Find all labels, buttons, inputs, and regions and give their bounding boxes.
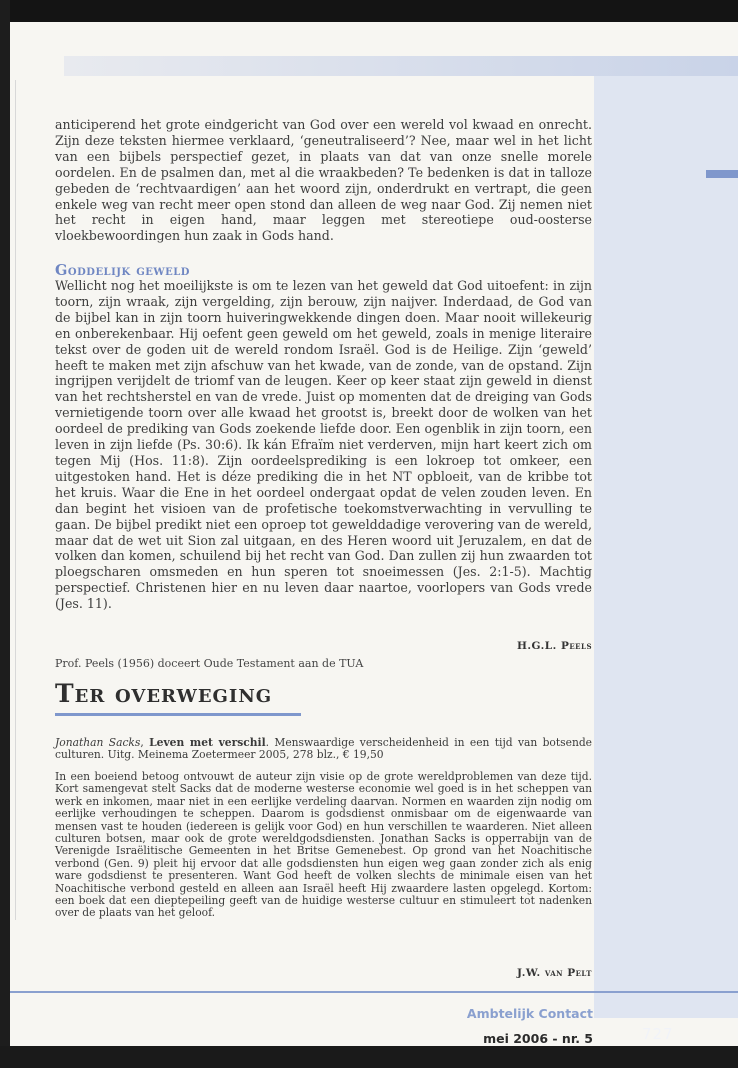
- book-ref-separator: ,: [140, 736, 150, 749]
- margin-marker: [706, 170, 738, 178]
- author-bio: Prof. Peels (1956) doceert Oude Testament aan de TUA: [55, 657, 364, 670]
- page-number: 727: [642, 1025, 674, 1043]
- book-title: Leven met verschil: [149, 736, 266, 749]
- scan-bottom-edge: [0, 1046, 738, 1068]
- journal-name: Ambtelijk Contact: [466, 1006, 593, 1021]
- book-author: Jonathan Sacks: [55, 736, 141, 749]
- binding-line: [15, 80, 16, 920]
- review-body: In een boeiend betoog ontvouwt de auteur zijn visie op de grote wereldproblemen van deze tijd. Kort samengevat stelt Sacks dat de moderne westerse economie wel goed is in het scheppen van werk en inkomen, maar niet in een eerlijke verdeling daarvan. Normen en waarden zijn nodig om eerlijke verhoudingen te scheppen. Daarom is godsdienst onmisbaar om de eigenwaarde van mensen vast te houden (iedereen is gelijk voor God) en hun verschillen te waarderen. Niet alleen culturen botsen, maar ook de grote wereldgodsdiensten. Jonathan Sacks is opperrabijn van de Verenigde Israëlitische Gemeenten in het Britse Gemenebest. Op grond van het Noachitische verbond (Gen. 9) pleit hij ervoor dat alle godsdiensten hun eigen weg gaan zonder zich als enig ware godsdienst te presenteren. Want God heeft de volken slechts de minimale eisen van het Noachitische verbond gesteld en alleen aan Israël heeft Hij zwaardere lasten opgelegd. Kortom: een boek dat een dieptepeiling geeft van de huidige westerse cultuur en stimuleert tot nadenken over de plaats van het geloof.: [55, 770, 592, 920]
- article-paragraph: anticiperend het grote eindgericht van God over een wereld vol kwaad en onrecht. Zijn deze teksten hiermee verklaard, ‘geneutraliseerd’? Nee, maar wel in het licht van een bijbels perspectief gezet, in plaats van dat van onze snelle morele oordelen. En de psalmen dan, met al die wraakbeden? Te bedenken is dat in talloze gebeden de ‘rechtvaardigen’ aan het woord zijn, onderdrukt en vertrapt, die geen enkele weg van recht meer open stond dan alleen de weg naar God. Zij nemen niet het recht in eigen hand, maar leggen met stereotiepe oud-oosterse vloekbewoordingen hun zaak in Gods hand.: [55, 117, 592, 244]
- book-reference: [55, 737, 592, 762]
- book-details: . Menswaardige verscheidenheid in een tijd van botsende culturen. Uitg. Meinema Zoetermeer 2005, 278 blz., € 19,50: [55, 736, 593, 762]
- section-heading: Goddelijk geweld: [55, 262, 190, 279]
- side-band: [594, 60, 738, 1018]
- scan-top-edge: [0, 0, 738, 22]
- review-author: J.W. van Pelt: [517, 967, 592, 979]
- section-title-underline: [55, 713, 301, 716]
- top-rule: [64, 56, 738, 76]
- section-title: Ter overweging: [55, 679, 273, 708]
- article-author: H.G.L. Peels: [516, 640, 592, 652]
- scan-left-edge: [0, 0, 10, 1068]
- article-paragraph: Wellicht nog het moeilijkste is om te lezen van het geweld dat God uitoefent: in zijn toorn, zijn wraak, zijn vergelding, zijn berouw, zijn naijver. Inderdaad, de God van de bijbel kan in zijn toorn huiveringwekkende dingen doen. Maar nooit willekeurig en onberekenbaar. Hij oefent geen geweld om het geweld, zoals in menige literaire tekst over de goden uit de wereld rondom Israël. God is de Heilige. Zijn ‘geweld’ heeft te maken met zijn afschuw van het kwade, van de zonde, van de opstand. Zijn ingrijpen verijdelt de triomf van de leugen. Keer op keer staat zijn geweld in dienst van het rechtsherstel en van de vrede. Juist op momenten dat de dreiging van Gods vernietigende toorn over alle kwaad het grootst is, breekt door de wolken van het oordeel de prediking van Gods zoekende liefde door. Een ogenblik in zijn toorn, een leven in zijn liefde (Ps. 30:6). Ik kán Efraïm niet verderven, mijn hart keert zich om tegen Mij (Hos. 11:8). Zijn oordeelsprediking is een lokroep tot omkeer, een uitgestoken hand. Het is déze prediking die in het NT opbloeit, van de kribbe tot het kruis. Waar die Ene in het oordeel ondergaat opdat de velen zouden leven. En dan begint het visioen van de profetische toekomstverwachting in vervulling te gaan. De bijbel predikt niet een oproep tot gewelddadige verovering van de wereld, maar dat de wet uit Sion zal uitgaan, en des Heren woord uit Jeruzalem, en dat de volken dan komen, schuilend bij het recht van God. Dan zullen zij hun zwaarden tot ploegscharen omsmeden en hun speren tot snoeimessen (Jes. 2:1-5). Machtig perspectief. Christenen hier en nu leven daar naartoe, voorlopers van Gods vrede (Jes. 11).: [55, 278, 592, 612]
- issue-label: mei 2006 - nr. 5: [483, 1031, 593, 1046]
- footer-rule: [10, 991, 738, 993]
